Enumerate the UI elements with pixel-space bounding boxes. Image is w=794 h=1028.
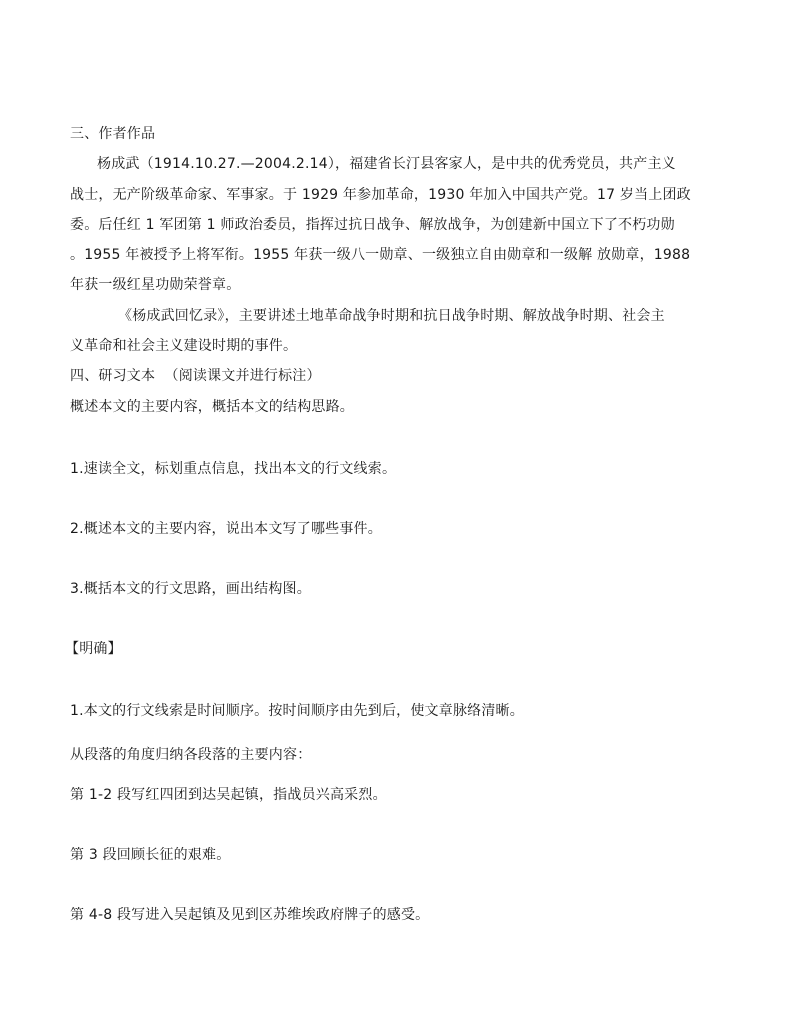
author-bio-line-5: 年获一级红星功勋荣誉章。: [70, 277, 241, 293]
author-bio-line-3: 委。后任红 1 军团第 1 师政治委员，指挥过抗日战争、解放战争，为创建新中国立下了不朽功勋: [70, 217, 675, 233]
question-3: 3.概括本文的行文思路，画出结构图。: [70, 581, 311, 597]
section-4-task: 概述本文的主要内容，概括本文的结构思路。: [70, 399, 354, 415]
works-line-2: 义革命和社会主义建设时期的事件。: [70, 338, 298, 354]
works-line-1: 《杨成武回忆录》，主要讲述土地革命战争时期和抗日战争时期、解放战争时期、社会主: [118, 308, 665, 324]
answer-paragraph-3: 第 4-8 段写进入吴起镇及见到区苏维埃政府牌子的感受。: [70, 907, 430, 923]
author-bio-line-2: 战士，无产阶级革命家、军事家。于 1929 年参加革命，1930 年加入中国共产党。17 岁当上团政: [70, 187, 691, 203]
answer-paragraph-1: 第 1-2 段写红四团到达吴起镇，指战员兴高采烈。: [70, 787, 387, 803]
question-2: 2.概述本文的主要内容，说出本文写了哪些事件。: [70, 521, 382, 537]
section-3-heading: 三、作者作品: [70, 126, 156, 142]
answer-1: 1.本文的行文线索是时间顺序。按时间顺序由先到后，使文章脉络清晰。: [70, 703, 524, 719]
answer-intro: 从段落的角度归纳各段落的主要内容：: [70, 747, 312, 763]
question-1: 1.速读全文，标划重点信息，找出本文的行文线索。: [70, 461, 397, 477]
section-4-heading: 四、研习文本 （阅读课文并进行标注）: [70, 368, 321, 384]
author-bio-line-4: 。1955 年被授予上将军衔。1955 年获一级八一勋章、一级独立自由勋章和一级解 放勋章，1988: [70, 247, 691, 263]
answer-paragraph-2: 第 3 段回顾长征的艰难。: [70, 847, 231, 863]
author-bio-line-1: 杨成武（1914.10.27.—2004.2.14），福建省长汀县客家人，是中共的优秀党员，共产主义: [97, 156, 676, 172]
answer-heading: 【明确】: [65, 641, 122, 657]
